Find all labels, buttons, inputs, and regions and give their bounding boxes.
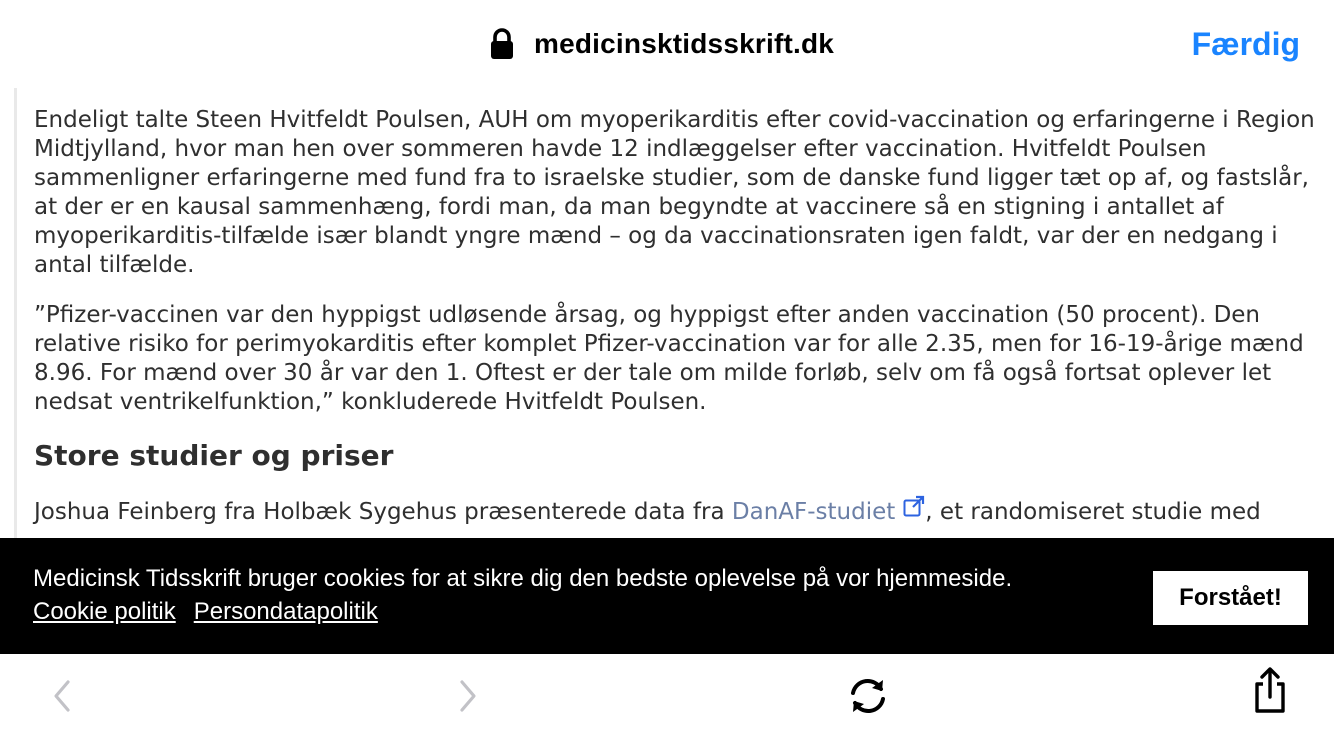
reload-button[interactable]	[846, 674, 890, 718]
top-bar	[0, 0, 1334, 88]
cookie-links	[33, 595, 1143, 628]
content-border	[14, 88, 17, 538]
cookie-message	[33, 562, 1143, 628]
danaf-study-link[interactable]	[732, 499, 925, 525]
accept-cookies-button[interactable]: Forstået!	[1153, 571, 1308, 625]
privacy-policy-link[interactable]: Persondatapolitik	[193, 598, 378, 625]
article-body	[34, 106, 1319, 538]
section-heading: Store studier og priser	[34, 439, 394, 472]
article-paragraph: Endeligt talte Steen Hvitfeldt Poulsen, AUH om myoperikarditis efter covid-vaccination og erfaringerne i Region Midtjylland, hvor man hen over sommeren havde 12 indlæggelser efter vaccination. Hvitfeldt Poulsen sammenligner erfaringerne med fund fra to israelske studier, som de danske fund ligger tæt op af, og fastslår, at der er en kausal sammenhæng, fordi man, da man begyndte at vaccinere så en stigning i antallet af myoperikarditis-tilfælde især blandt yngre mænd – og da vaccinationsraten igen faldt, var der en nedgang i antal tilfælde.	[34, 107, 1315, 278]
lock-icon	[490, 28, 514, 60]
article-paragraph	[34, 495, 1319, 527]
paragraph-text: Joshua Feinberg fra Holbæk Sygehus præsenterede data fra	[34, 499, 732, 525]
article-paragraph: ”Pfizer-vaccinen var den hyppigst udløsende årsag, og hyppigst efter anden vaccination (50 procent). Den relative risiko for perimyokarditis efter komplet Pfizer-vaccination var for alle 2.35, men for 16-19-årige mænd 8.96. For mænd over 30 år var den 1. Oftest er der tale om milde forløb, selv om få også fortsat oplever let nedsat ventrikelfunktion,” konkluderede Hvitfeldt Poulsen.	[34, 302, 1304, 415]
share-icon	[1250, 666, 1290, 714]
back-button[interactable]	[40, 674, 84, 718]
paragraph-text: , et randomiseret studie med	[925, 499, 1261, 525]
reload-icon	[846, 674, 890, 718]
link-text: DanAF-studiet	[731, 499, 896, 525]
forward-button[interactable]	[446, 674, 490, 718]
external-link-icon	[903, 495, 925, 517]
cookie-policy-link[interactable]: Cookie politik	[33, 598, 176, 625]
address-bar[interactable]	[490, 22, 834, 66]
cookie-banner	[0, 538, 1334, 654]
done-button[interactable]: Færdig	[1192, 22, 1300, 66]
bottom-toolbar	[0, 654, 1334, 750]
share-button[interactable]	[1248, 668, 1292, 712]
chevron-left-icon	[50, 679, 74, 713]
article-viewport[interactable]	[0, 88, 1334, 538]
url-text: medicinsktidsskrift.dk	[534, 28, 835, 59]
cookie-message-text: Medicinsk Tidsskrift bruger cookies for at sikre dig den bedste oplevelse på vor hjemmeside.	[33, 565, 1013, 592]
chevron-right-icon	[456, 679, 480, 713]
